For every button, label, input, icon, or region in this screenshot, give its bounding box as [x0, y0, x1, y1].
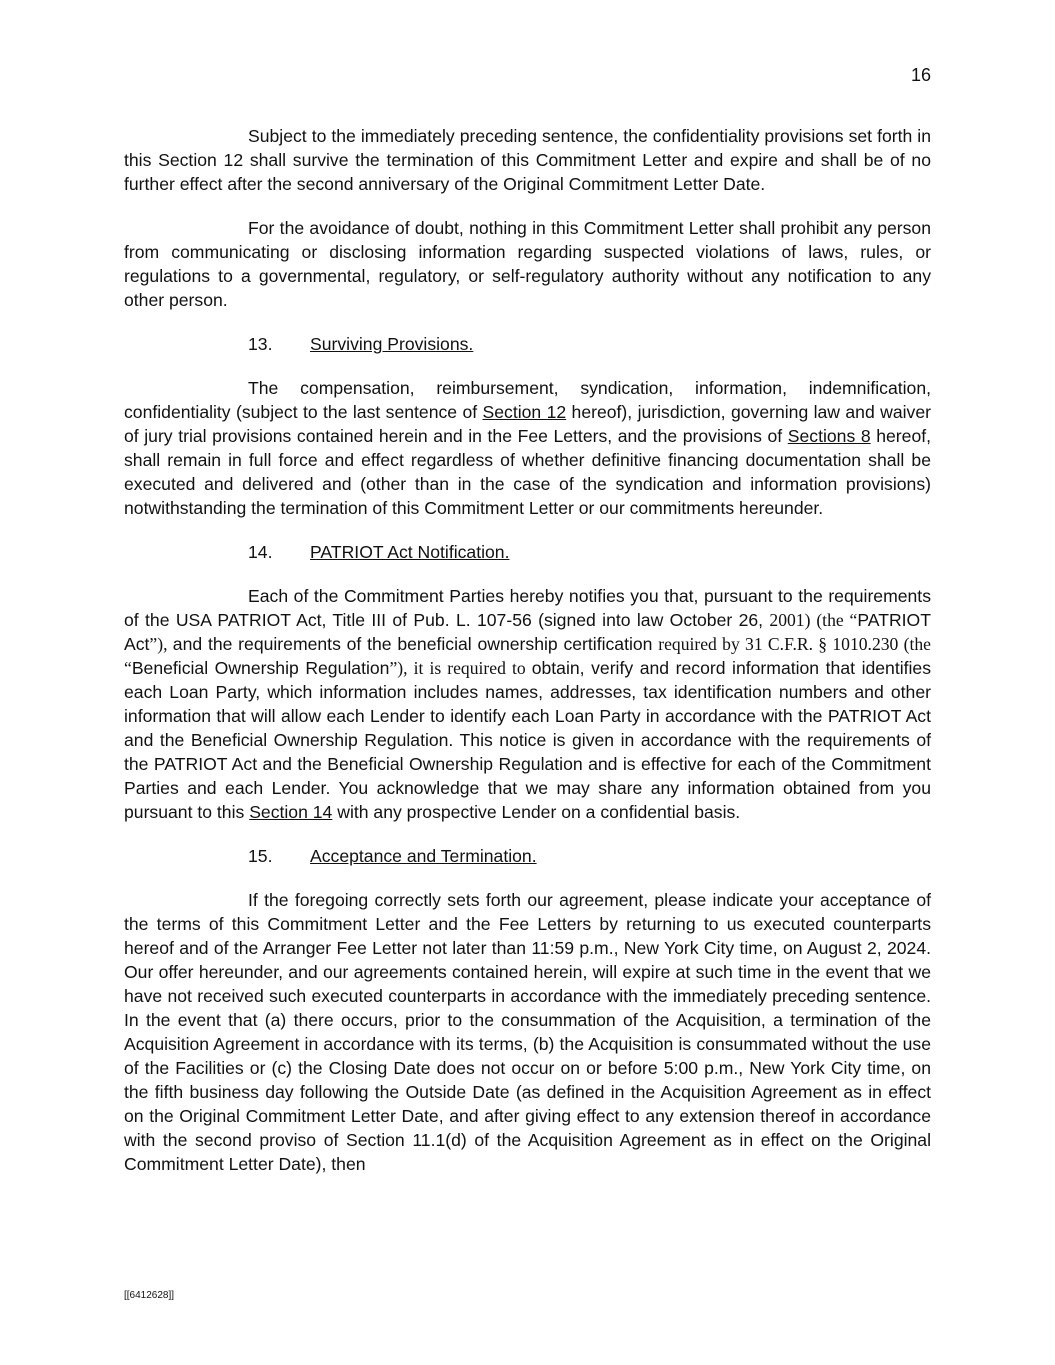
text-run: obtain, verify and record information that identifies each Loan Party, which information includes names, addresses, tax identification numbers and other information that will allow each Lender to identify each Loan Party in accordance with the PATRIOT Act and the Beneficial Ownership Regulation. This notice is given in accordance with the requirements of the PATRIOT Act and the Beneficial Ownership Regulation and is effective for each of the Commitment Parties and each Lender. You acknowledge that we may share any information obtained from you pursuant to this [124, 658, 932, 822]
section-reference: Section 12 [482, 402, 567, 422]
text-run: and the requirements of the beneficial ownership certification [172, 634, 659, 654]
section-title: Surviving Provisions. [310, 334, 474, 354]
text-run: hereof), jurisdiction, governing law and waiver of jury trial provisions contained herein and in the Fee Letters, and the provisions of [124, 402, 931, 446]
section-15-heading [248, 844, 931, 868]
page-number: 16 [910, 65, 931, 85]
section-title: Acceptance and Termination. [310, 846, 537, 866]
paragraph-patriot-act [124, 584, 931, 824]
section-title: PATRIOT Act Notification. [310, 542, 510, 562]
section-14-heading [248, 540, 931, 564]
section-reference: Sections 8 [787, 426, 871, 446]
paragraph-avoidance-of-doubt: For the avoidance of doubt, nothing in this Commitment Letter shall prohibit any person from communicating or disclosing information regarding suspected violations of laws, rules, or regulations to a governmental, regulatory, or self-regulatory authority without any notification to any other person. [124, 218, 931, 310]
defined-term: Beneficial Ownership Regulation [131, 658, 390, 678]
text-run: with any prospective Lender on a confidential basis. [332, 802, 741, 822]
text-run-serif: ”), [149, 634, 173, 654]
document-id: [[6412628]] [124, 1290, 175, 1301]
defined-term: PATRIOT Act [124, 610, 931, 654]
document-body [124, 124, 931, 1196]
section-number: 14. [248, 542, 273, 562]
text-run-serif: ”), it is required to [389, 658, 532, 678]
section-reference: Section 14 [249, 802, 333, 822]
paragraph-acceptance-termination: If the foregoing correctly sets forth our agreement, please indicate your acceptance of the terms of this Commitment Letter and the Fee Letters by returning to us executed counterparts hereof and of the Arranger Fee Letter not later than 11:59 p.m., New York City time, on August 2, 2024. Our offer hereunder, and our agreements contained herein, will expire at such time in the event that we have not received such executed counterparts in accordance with the immediately preceding sentence. In the event that (a) there occurs, prior to the consummation of the Acquisition, a termination of the Acquisition Agreement in accordance with its terms, (b) the Acquisition is consummated without the use of the Facilities or (c) the Closing Date does not occur on or before 5:00 p.m., New York City time, on the fifth business day following the Outside Date (as defined in the Acquisition Agreement as in effect on the Original Commitment Letter Date, and after giving effect to any extension thereof in accordance with the second proviso of Section 11.1(d) of the Acquisition Agreement as in effect on the Original Commitment Letter Date), then [124, 890, 931, 1174]
section-number: 13. [248, 334, 273, 354]
text-run-serif: required by 31 C.F.R. § 1010.230 (the “ [124, 634, 931, 678]
text-run: Each of the Commitment Parties hereby notifies you that, pursuant to the requirements of the USA PATRIOT Act, Title III of Pub. L. 107-56 (signed into law October 26, [124, 586, 931, 630]
section-number: 15. [248, 846, 273, 866]
paragraph-surviving-provisions [124, 376, 931, 520]
text-run: hereof, shall remain in full force and effect regardless of whether definitive financing documentation shall be executed and delivered and (other than in the case of the syndication and information provisions) notwithstanding the termination of this Commitment Letter or our commitments hereunder. [124, 426, 932, 518]
section-13-heading [248, 332, 931, 356]
text-run-serif: 2001) (the “ [769, 610, 858, 630]
text-run: The compensation, reimbursement, syndication, information, indemnification, confidentiality (subject to the last sentence of [124, 378, 931, 422]
paragraph-confidentiality-survival: Subject to the immediately preceding sentence, the confidentiality provisions set forth in this Section 12 shall survive the termination of this Commitment Letter and expire and shall be of no further effect after the second anniversary of the Original Commitment Letter Date. [124, 126, 931, 194]
